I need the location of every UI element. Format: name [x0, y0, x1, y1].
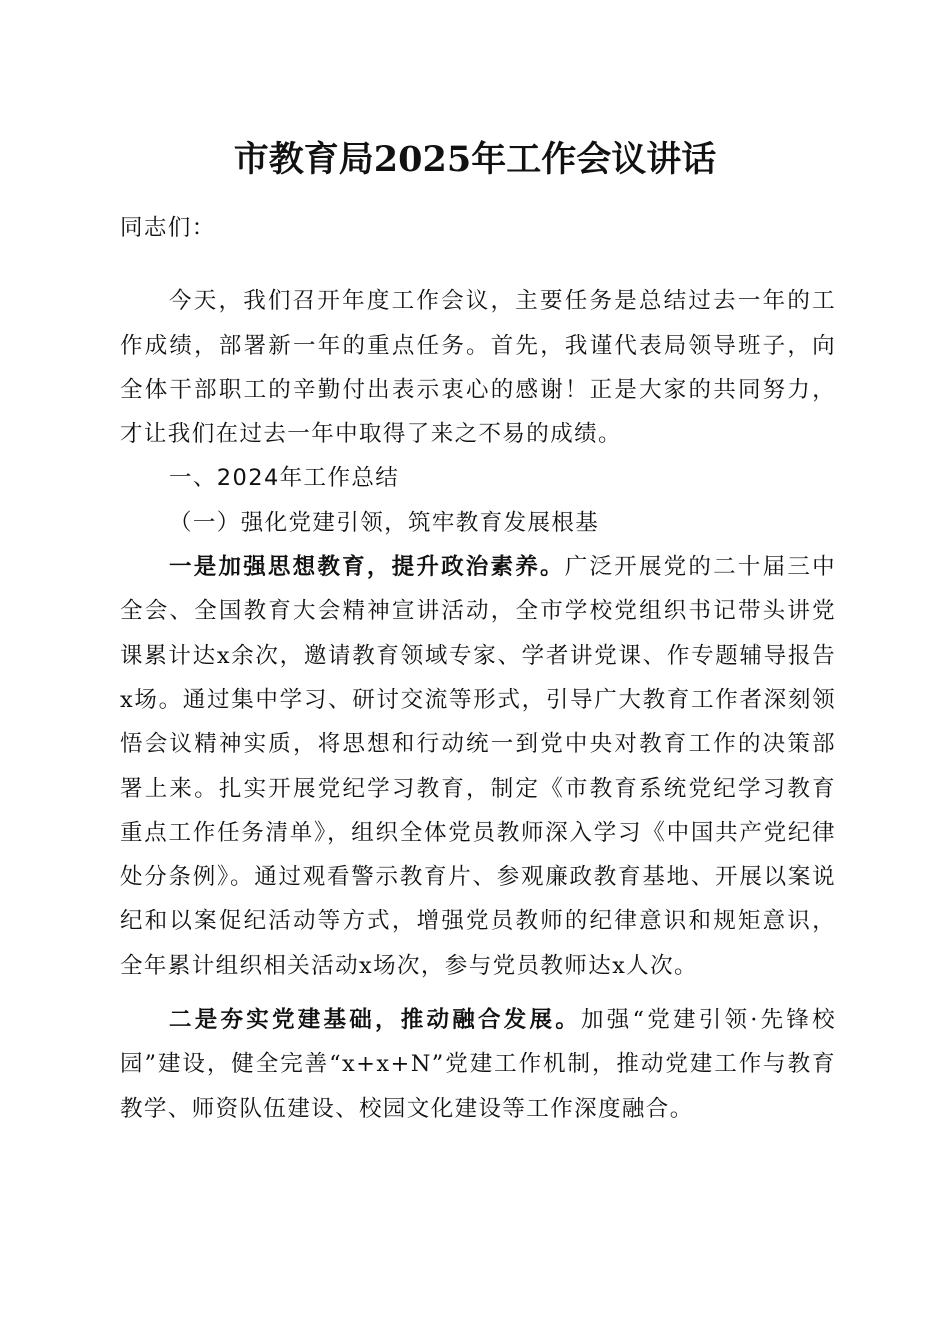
paragraph-item-1 — [120, 545, 836, 988]
subsection-heading: （一）强化党建引领，筑牢教育发展根基 — [169, 509, 600, 536]
intro-paragraph: 今天，我们召开年度工作会议，主要任务是总结过去一年的工作成绩，部署新一年的重点任务。首先，我谨代表局领导班子，向全体干部职工的辛勤付出表示衷心的感谢！正是大家的共同努力，才让我们在过去一年中取得了来之不易的成绩。 — [120, 288, 836, 448]
document-body — [120, 206, 836, 1131]
salutation: 同志们： — [120, 215, 216, 241]
paragraph-item-2-lead: 二是夯实党建基础，推动融合发展。 — [169, 1007, 581, 1034]
paragraph-item-2 — [120, 998, 836, 1131]
paragraph-item-1-text: 广泛开展党的二十届三中全会、全国教育大会精神宣讲活动，全市学校党组织书记带头讲党课累计达x余次，邀请教育领域专家、学者讲党课、作专题辅导报告x场。通过集中学习、研讨交流等形式，引导广大教育工作者深刻领悟会议精神实质，将思想和行动统一到党中央对教育工作的决策部署上来。扎实开展党纪学习教育，制定《市教育系统党纪学习教育重点工作任务清单》，组织全体党员教师深入学习《中国共产党纪律处分条例》。通过观看警示教育片、参观廉政教育基地、开展以案说纪和以案促纪活动等方式，增强党员教师的纪律意识和规矩意识，全年累计组织相关活动x场次，参与党员教师达x人次。 — [120, 554, 836, 979]
section-heading: 一、2024年工作总结 — [169, 465, 400, 492]
paragraph-item-2-text: 加强“党建引领·先锋校园”建设，健全完善“x+x+N”党建工作机制，推动党建工作与教育教学、师资队伍建设、校园文化建设等工作深度融合。 — [120, 1007, 836, 1122]
paragraph-item-1-lead: 一是加强思想教育，提升政治素养。 — [169, 554, 565, 581]
document-title: 市教育局2025年工作会议讲话 — [233, 139, 717, 180]
